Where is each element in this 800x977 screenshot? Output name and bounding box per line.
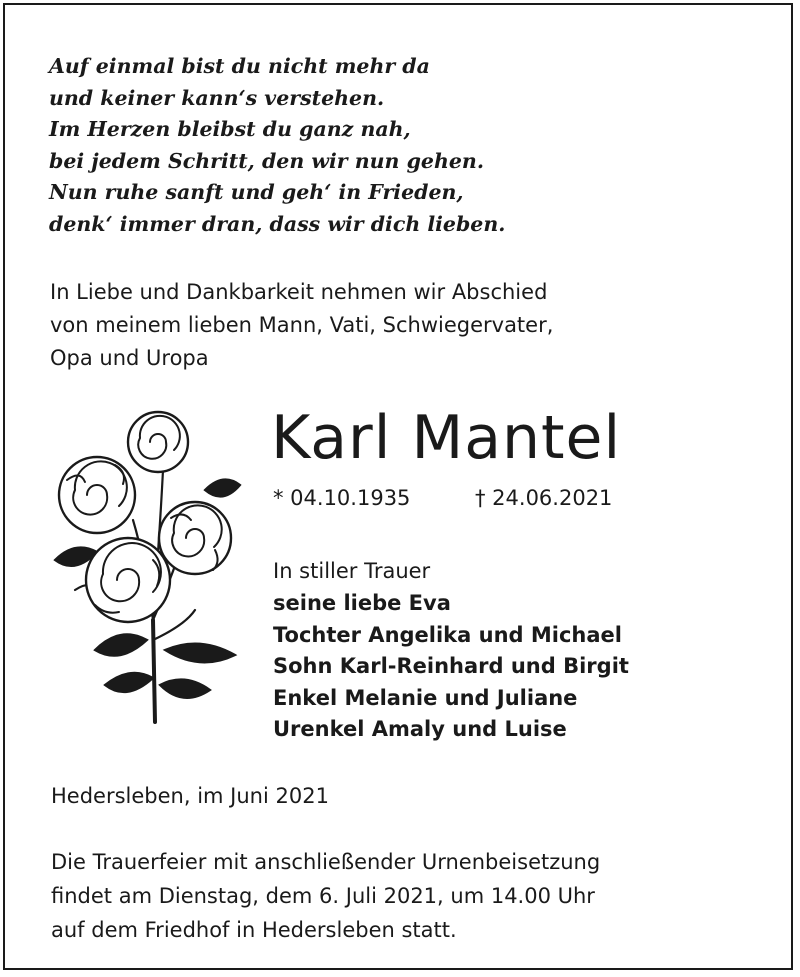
service-line: auf dem Friedhof in Hedersleben statt. bbox=[51, 918, 457, 942]
poem-line: Auf einmal bist du nicht mehr da bbox=[49, 54, 430, 78]
funeral-service-info bbox=[51, 845, 600, 947]
service-line: Die Trauerfeier mit anschließender Urnenbeisetzung bbox=[51, 850, 601, 874]
mourner-line: Tochter Angelika und Michael bbox=[273, 622, 622, 647]
service-line: findet am Dienstag, dem 6. Juli 2021, um 14.00 Uhr bbox=[51, 884, 595, 908]
death-date: † 24.06.2021 bbox=[475, 486, 613, 510]
poem-line: denk‘ immer dran, dass wir dich lieben. bbox=[49, 211, 506, 236]
mourner-line: Enkel Melanie und Juliane bbox=[273, 685, 578, 710]
poem-line: Nun ruhe sanft und geh‘ in Frieden, bbox=[49, 180, 464, 204]
place-date: Hedersleben, im Juni 2021 bbox=[51, 784, 329, 808]
farewell-intro bbox=[50, 276, 553, 375]
mourner-line: Sohn Karl-Reinhard und Birgit bbox=[273, 654, 629, 678]
deceased-name: Karl Mantel bbox=[271, 403, 622, 473]
poem-line: bei jedem Schritt, den wir nun gehen. bbox=[49, 148, 484, 173]
mourners-list bbox=[273, 588, 629, 746]
mourners-heading: In stiller Trauer bbox=[273, 559, 431, 583]
poem-line: Im Herzen bleibst du ganz nah, bbox=[49, 117, 411, 141]
mourner-line: Urenkel Amaly und Luise bbox=[273, 717, 567, 741]
poem bbox=[49, 51, 505, 240]
intro-line: von meinem lieben Mann, Vati, Schwiegervater, bbox=[50, 313, 554, 337]
obituary-card bbox=[3, 3, 793, 970]
birth-date: * 04.10.1935 bbox=[273, 486, 411, 510]
intro-line: Opa und Uropa bbox=[50, 346, 209, 370]
poem-line: und keiner kann‘s verstehen. bbox=[49, 85, 385, 110]
mourner-line: seine liebe Eva bbox=[273, 591, 451, 615]
intro-line: In Liebe und Dankbarkeit nehmen wir Abschied bbox=[50, 280, 548, 304]
rose-bouquet-icon bbox=[35, 410, 250, 725]
